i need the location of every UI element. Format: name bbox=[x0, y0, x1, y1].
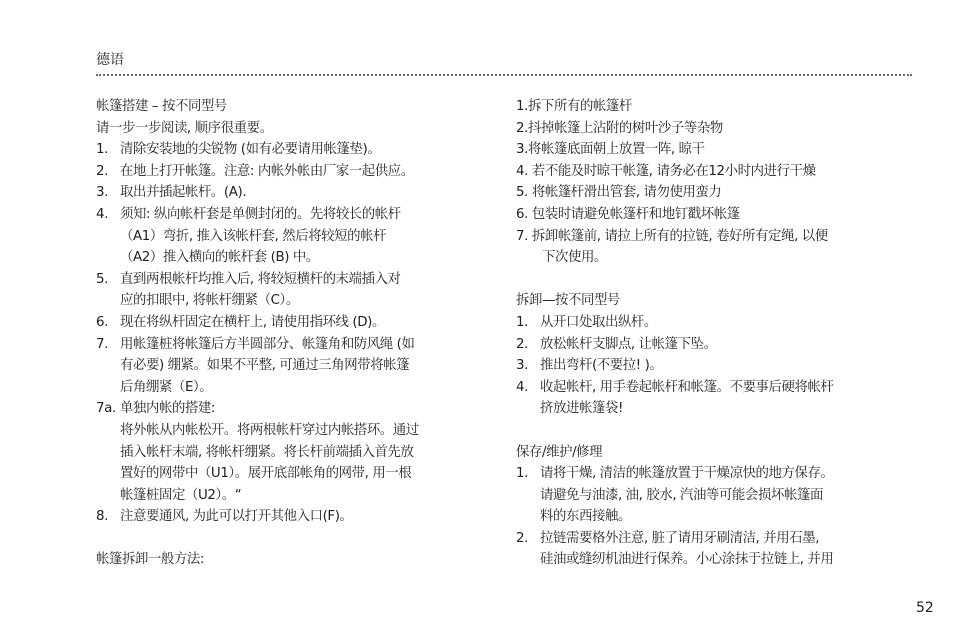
step-number: 6. bbox=[96, 314, 108, 330]
setup-step bbox=[96, 161, 494, 183]
dotted-separator bbox=[96, 74, 912, 76]
step-text: 从开口处取出纵杆。 bbox=[540, 314, 657, 330]
step-text-continued: （A1）弯折, 推入该帐杆套, 然后将较短的帐杆 bbox=[120, 228, 387, 244]
step-text: 直到两根帐杆均推入后, 将较短横杆的末端插入对 bbox=[120, 271, 401, 287]
dismantle-step bbox=[516, 334, 916, 356]
right-column bbox=[516, 96, 916, 571]
step-number: 7a. bbox=[96, 401, 116, 417]
step-number: 2. bbox=[516, 336, 528, 352]
step-number: 2. bbox=[96, 163, 108, 179]
setup-step bbox=[96, 182, 494, 204]
step-text-continued: 硅油或缝纫机油进行保养。小心涂抹于拉链上, 并用 bbox=[540, 552, 834, 568]
step-text: 拉链需要格外注意, 脏了请用牙刷清洁, 并用石墨, bbox=[540, 530, 820, 546]
care-title: 保存/维护/修理 bbox=[516, 444, 603, 460]
step-text: 单独内帐的搭建: bbox=[120, 401, 216, 417]
step-text-continued: 置好的网带中（U1）。展开底部帐角的网带, 用一根 bbox=[120, 466, 412, 482]
dismantle-step bbox=[516, 355, 916, 377]
setup-intro: 请一步一步阅读, 顺序很重要。 bbox=[96, 120, 273, 136]
step-text: 现在将纵杆固定在横杆上, 请使用指环线 (D)。 bbox=[120, 314, 385, 330]
general-step: 2.抖掉帐篷上沾附的树叶沙子等杂物 bbox=[516, 120, 723, 136]
step-text: 放松帐杆支脚点, 让帐篷下坠。 bbox=[540, 336, 717, 352]
setup-title: 帐篷搭建 – 按不同型号 bbox=[96, 99, 227, 114]
step-text: 在地上打开帐篷。注意: 内帐外帐由厂家一起供应。 bbox=[120, 163, 414, 179]
setup-step bbox=[96, 312, 494, 334]
step-text: 须知: 纵向帐杆套是单侧封闭的。先将较长的帐杆 bbox=[120, 206, 401, 222]
left-column bbox=[96, 96, 494, 571]
step-number: 3. bbox=[96, 185, 108, 201]
step-number: 3. bbox=[516, 358, 528, 374]
step-text-continued: 将外帐从内帐松开。将两根帐杆穿过内帐搭环。通过 bbox=[120, 422, 419, 438]
step-number: 4. bbox=[516, 379, 528, 395]
step-number: 4. bbox=[96, 206, 108, 222]
step-text: 注意要通风, 为此可以打开其他入口(F)。 bbox=[120, 509, 353, 525]
step-text-continued: 挤放进帐篷袋! bbox=[540, 401, 623, 417]
general-step: 3.将帐篷底面朝上放置一阵, 晾干 bbox=[516, 142, 705, 158]
step-text-continued: （A2）推入横向的帐杆套 (B) 中。 bbox=[120, 250, 319, 266]
care-step bbox=[516, 463, 916, 485]
step-text-continued: 应的扣眼中, 将帐杆绷紧（C）。 bbox=[120, 293, 299, 309]
spacer bbox=[516, 269, 916, 291]
dismantle-general-heading: 帐篷拆卸一般方法: bbox=[96, 552, 205, 568]
step-number: 2. bbox=[516, 530, 528, 546]
step-number: 5. bbox=[96, 271, 108, 287]
step-number: 8. bbox=[96, 509, 108, 525]
step-text: 用帐篷桩将帐篷后方半圆部分、帐篷角和防风绳 (如 bbox=[120, 336, 415, 352]
step-text: 推出弯杆(不要拉! )。 bbox=[540, 358, 663, 374]
general-step: 4. 若不能及时晾干帐篷, 请务必在12小时内进行干燥 bbox=[516, 163, 816, 179]
step-text-continued: 插入帐杆末端, 将帐杆绷紧。将长杆前端插入首先放 bbox=[120, 444, 414, 460]
page-number: 52 bbox=[916, 600, 934, 616]
step-text-continued: 后角绷紧（E）。 bbox=[120, 379, 213, 395]
general-step: 1.拆下所有的帐篷杆 bbox=[516, 99, 632, 114]
step-text: 取出并插起帐杆。(A). bbox=[120, 185, 247, 201]
setup-step bbox=[96, 334, 494, 356]
spacer bbox=[96, 528, 494, 550]
step-text: 清除安装地的尖锐物 (如有必要请用帐篷垫)。 bbox=[120, 142, 381, 158]
general-step-continued: 下次使用。 bbox=[542, 250, 607, 266]
general-step: 6. 包装时请避免帐篷杆和地钉戳坏帐篷 bbox=[516, 206, 740, 222]
step-number: 1. bbox=[516, 466, 528, 482]
step-number: 1. bbox=[516, 314, 528, 330]
step-number: 7. bbox=[96, 336, 108, 352]
general-step: 7. 拆卸帐篷前, 请拉上所有的拉链, 卷好所有定绳, 以便 bbox=[516, 228, 828, 244]
step-text-continued: 料的东西接触。 bbox=[540, 509, 631, 525]
dismantle-step bbox=[516, 377, 916, 399]
step-text-continued: 帐篷桩固定（U2）。“ bbox=[120, 487, 242, 503]
step-text: 收起帐杆, 用手卷起帐杆和帐篷。不要事后硬将帐杆 bbox=[540, 379, 834, 395]
dismantle-step bbox=[516, 312, 916, 334]
dismantle-title: 拆卸—按不同型号 bbox=[516, 293, 620, 309]
general-step: 5. 将帐篷杆滑出管套, 请勿使用蛮力 bbox=[516, 185, 722, 201]
step-text-continued: 有必要) 绷紧。如果不平整, 可通过三角网带将帐篷 bbox=[120, 358, 410, 374]
spacer bbox=[516, 420, 916, 442]
setup-step bbox=[96, 398, 494, 420]
setup-step bbox=[96, 139, 494, 161]
step-text-continued: 请避免与油漆, 油, 胶水, 汽油等可能会损坏帐篷面 bbox=[540, 487, 823, 503]
section-label: 德语 bbox=[96, 52, 124, 68]
step-number: 1. bbox=[96, 142, 108, 158]
setup-step bbox=[96, 269, 494, 291]
care-step bbox=[516, 528, 916, 550]
setup-step bbox=[96, 506, 494, 528]
step-text: 请将干燥, 清洁的帐篷放置于干燥凉快的地方保存。 bbox=[540, 466, 834, 482]
setup-step bbox=[96, 204, 494, 226]
